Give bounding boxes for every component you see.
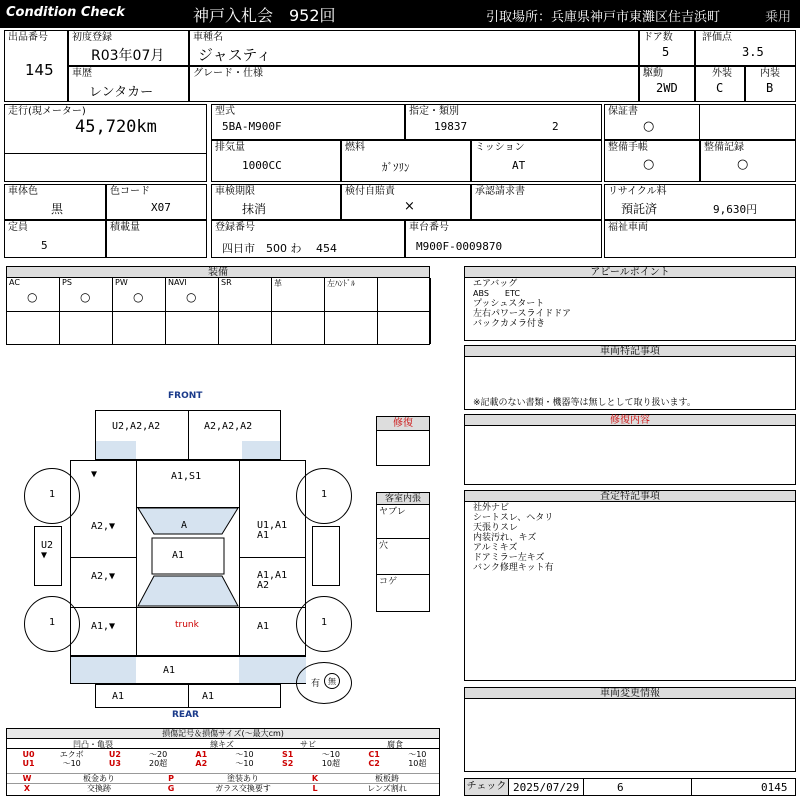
check-divider xyxy=(583,779,584,795)
front-bumper xyxy=(95,410,281,460)
legend-code: A1 xyxy=(195,750,208,759)
notes-header: 車両特記事項 xyxy=(464,345,796,357)
legend-mark-desc: ガラス交換要す xyxy=(191,783,295,793)
hood-left-damage: ▼ xyxy=(91,469,98,480)
windshield xyxy=(138,508,238,534)
equipment-cell xyxy=(325,278,378,312)
manual-label: 整備手帳 xyxy=(608,142,648,153)
equipment-cell xyxy=(378,312,431,344)
approval-label: 承認請求書 xyxy=(475,186,525,197)
interior-item: 穴 xyxy=(379,541,389,551)
legend-mark-code: L xyxy=(295,783,335,793)
tire-fl-value: 1 xyxy=(49,489,56,500)
appeal-header: アピールポイント xyxy=(464,266,796,278)
load-cell xyxy=(106,220,207,258)
tire-front-right xyxy=(296,468,352,524)
fuel-value: ｶﾞｿﾘﾝ xyxy=(382,161,410,174)
equipment-cell xyxy=(60,312,113,344)
equipment-cell xyxy=(7,278,60,312)
tire-rear-right xyxy=(296,596,352,652)
equipment-cell xyxy=(113,312,166,344)
appeal-line: 左右パワースライドドア xyxy=(473,309,572,319)
assessment-line: 天張りスレ xyxy=(473,523,519,533)
assessment-line: 社外ナビ xyxy=(473,503,510,513)
int-cell xyxy=(745,66,796,102)
legend-desc: 10超 xyxy=(321,759,340,768)
repair-content-box xyxy=(464,425,796,485)
doors-label: ドア数 xyxy=(643,32,673,43)
record-label: 整備記録 xyxy=(704,142,744,153)
equipment-label: SR xyxy=(221,278,232,287)
tire-rr-value: 1 xyxy=(321,617,328,628)
notes-text: ※記載のない書類・機器等は無しとして取り扱います。 xyxy=(473,398,696,408)
insurance-value: × xyxy=(404,199,415,214)
equipment-label: NAVI xyxy=(168,278,187,287)
mission-label: ミッション xyxy=(475,142,525,153)
mission-value: AT xyxy=(512,159,526,172)
equipment-cell xyxy=(166,312,219,344)
sill-rl-damage: A1,▼ xyxy=(91,621,116,632)
lot-cell xyxy=(4,30,68,102)
warranty-value: ○ xyxy=(643,119,655,134)
mileage-cell xyxy=(4,104,207,182)
check-row xyxy=(464,778,796,796)
mileage-label: 走行(現メーター) xyxy=(8,106,86,117)
int-value: B xyxy=(766,81,774,95)
roof-damage: A1 xyxy=(172,550,185,561)
rear-bumper-left-damage: A1 xyxy=(112,691,125,702)
type-cell xyxy=(211,104,405,140)
check-label: チェック xyxy=(465,779,509,795)
drive-value: 2WD xyxy=(656,81,678,95)
equipment-value: ○ xyxy=(27,290,38,304)
door-rl-damage: A2,▼ xyxy=(91,571,116,582)
door-fl-damage: A2,▼ xyxy=(91,521,116,532)
capacity-cell xyxy=(4,220,106,258)
insurance-label: 検付自賠責 xyxy=(345,186,395,197)
check-divider xyxy=(691,779,692,795)
interior-row xyxy=(377,539,429,575)
legend-desc: 10超 xyxy=(408,759,427,768)
class-value: 2 xyxy=(552,120,559,133)
capacity-value: 5 xyxy=(41,239,48,252)
legend-mark-desc: レンズ割れ xyxy=(335,783,439,793)
header-bar xyxy=(0,0,800,28)
legend-mark-code: G xyxy=(151,783,191,793)
assessment-line: バンク修理キット有 xyxy=(473,563,554,573)
color-code-value: X07 xyxy=(151,201,171,214)
recycle-amount: 9,630円 xyxy=(713,203,758,216)
interior-item: コゲ xyxy=(379,577,398,587)
equipment-cell xyxy=(7,312,60,344)
fuel-label: 燃料 xyxy=(345,142,365,153)
hood-damage: A1,S1 xyxy=(171,471,202,482)
equipment-cell xyxy=(219,312,272,344)
score-label: 評価点 xyxy=(702,32,732,43)
manual-cell xyxy=(604,140,700,182)
disp-value: 1000CC xyxy=(242,159,282,172)
recycle-label: リサイクル料 xyxy=(608,186,667,197)
first-reg-value: R03年07月 xyxy=(91,48,165,64)
change-header: 車両変更情報 xyxy=(464,687,796,699)
interior-box xyxy=(376,492,430,612)
legend-desc: ～10 xyxy=(235,750,254,759)
history-cell xyxy=(68,66,189,102)
equipment-cell xyxy=(378,278,431,312)
bumper-divider xyxy=(188,685,189,707)
first-reg-cell xyxy=(68,30,189,66)
legend-mark-code: K xyxy=(295,773,335,783)
equipment-header: 装備 xyxy=(6,266,430,278)
appeal-box xyxy=(464,277,796,341)
legend-desc: ～10 xyxy=(321,750,340,759)
mission-cell xyxy=(471,140,602,182)
chassis-cell xyxy=(405,220,602,258)
color-value: 黒 xyxy=(51,202,64,216)
legend-title: 損傷記号＆損傷サイズ(～最大cm) xyxy=(7,729,439,739)
recycle-status: 預託済 xyxy=(621,202,658,216)
drive-cell xyxy=(639,66,695,102)
check-num: 6 xyxy=(617,781,624,794)
designation-label: 指定・類別 xyxy=(409,106,459,117)
legend-mark-desc: 板板鋳 xyxy=(335,773,439,783)
plate-value: 四日市 500 わ 454 xyxy=(222,242,337,255)
appeal-line: ABS ETC xyxy=(473,289,520,298)
history-value: レンタカー xyxy=(89,85,154,100)
fuel-cell xyxy=(341,140,471,182)
interior-item: ヤブレ xyxy=(379,507,406,517)
legend-desc: ～10 xyxy=(235,759,254,768)
record-cell xyxy=(700,140,796,182)
disp-label: 排気量 xyxy=(215,142,245,153)
legend-mark-desc: 交換跡 xyxy=(47,783,151,793)
back-damage: A1 xyxy=(163,665,176,676)
check-date: 2025/07/29 xyxy=(513,781,580,794)
grade-cell xyxy=(189,66,639,102)
rear-right-damage: A1 xyxy=(257,621,270,632)
mileage-divider xyxy=(5,153,206,154)
insurance-cell xyxy=(341,184,471,220)
welfare-label: 福祉車両 xyxy=(608,222,648,233)
legend-code: A2 xyxy=(195,759,208,768)
interior-row xyxy=(377,505,429,539)
legend-group: 線キズ xyxy=(179,740,265,749)
color-code-label: 色コード xyxy=(110,186,150,197)
legend-desc: ～20 xyxy=(149,750,168,759)
mirror-right xyxy=(312,526,340,586)
equipment-value: ○ xyxy=(133,290,144,304)
grade-label: グレード・仕様 xyxy=(193,68,263,79)
legend-desc: ～10 xyxy=(62,759,81,768)
lot-number: 145 xyxy=(25,61,54,79)
color-cell xyxy=(4,184,106,220)
warranty-label: 保証書 xyxy=(608,106,638,117)
type-label: 型式 xyxy=(215,106,235,117)
mirror-left-damage: U2 ▼ xyxy=(41,540,54,561)
rear-bumper-right-damage: A1 xyxy=(202,691,215,702)
legend-desc: エクボ xyxy=(59,750,84,759)
bumper-divider xyxy=(188,411,189,459)
spare-yes: 有 xyxy=(311,679,321,689)
plate-cell xyxy=(211,220,405,258)
fender-shade-left xyxy=(96,441,136,459)
pickup-location: 引取場所：兵庫県神戸市東灘区住吉浜町 xyxy=(486,10,721,25)
assessment-line: 内装汚れ、キズ xyxy=(473,533,537,543)
trunk-label: trunk xyxy=(175,620,199,630)
rear-window xyxy=(138,576,238,606)
legend-group: サビ xyxy=(265,740,351,749)
score-cell xyxy=(695,30,796,66)
int-label: 内装 xyxy=(760,68,780,79)
legend-desc: 20超 xyxy=(149,759,168,768)
equipment-cell xyxy=(60,278,113,312)
roof xyxy=(152,538,224,574)
tire-rear-left xyxy=(24,596,80,652)
doors-value: 5 xyxy=(662,45,670,59)
designation-cell xyxy=(405,104,602,140)
equipment-label: 左ﾊﾝﾄﾞﾙ xyxy=(327,279,355,288)
auction-title: 神戸入札会 952回 xyxy=(193,6,336,25)
equipment-cell xyxy=(272,278,325,312)
legend-code: C2 xyxy=(368,759,380,768)
legend-mark-desc: 塗装あり xyxy=(191,773,295,783)
manual-value: ○ xyxy=(643,157,655,172)
lot-label: 出品番号 xyxy=(8,32,48,43)
approval-cell xyxy=(471,184,602,220)
legend-mark-code: W xyxy=(7,773,47,783)
plate-label: 登録番号 xyxy=(215,222,255,233)
repair-content-header: 修復内容 xyxy=(464,414,796,426)
door-rr-damage: A1,A1 A2 xyxy=(257,570,288,591)
warranty-divider xyxy=(699,105,700,139)
appeal-line: バックカメラ付き xyxy=(473,319,546,329)
rear-label: REAR xyxy=(172,710,199,720)
equipment-label: PS xyxy=(62,278,72,287)
model-label: 車種名 xyxy=(193,32,223,43)
legend-group: 腐食 xyxy=(351,740,439,749)
tire-front-left xyxy=(24,468,80,524)
assessment-header: 査定特記事項 xyxy=(464,490,796,502)
doors-cell xyxy=(639,30,695,66)
legend-mark-code: P xyxy=(151,773,191,783)
appeal-line: エアバッグ xyxy=(473,279,518,289)
repair-label: 修復 xyxy=(377,417,429,431)
legend-code: U1 xyxy=(22,759,35,768)
interior-row xyxy=(377,575,429,611)
legend-group: 凹凸・亀裂 xyxy=(7,740,179,749)
assessment-box xyxy=(464,501,796,681)
ext-value: C xyxy=(716,81,724,95)
front-label: FRONT xyxy=(168,391,203,401)
history-label: 車歴 xyxy=(72,68,92,79)
legend-code: U3 xyxy=(108,759,121,768)
legend-code: C1 xyxy=(368,750,380,759)
inspection-value: 抹消 xyxy=(242,202,267,216)
windshield-damage: A xyxy=(181,520,188,531)
equipment-label: 革 xyxy=(274,279,282,288)
designation-value: 19837 xyxy=(434,120,468,133)
rear-bumper-upper xyxy=(70,656,306,684)
rear-bumper xyxy=(95,684,281,708)
interior-title: 客室内張 xyxy=(377,493,429,505)
first-reg-label: 初度登録 xyxy=(72,32,112,43)
fender-shade-right xyxy=(242,441,280,459)
mirror-left xyxy=(34,526,62,586)
chassis-value: M900F-0009870 xyxy=(416,240,503,253)
equipment-cell xyxy=(272,312,325,344)
assessment-line: ドアミラー左キズ xyxy=(473,553,545,563)
load-label: 積載量 xyxy=(110,222,140,233)
equipment-cell xyxy=(113,278,166,312)
type-value: 5BA-M900F xyxy=(222,120,282,133)
check-code: 0145 xyxy=(761,781,788,794)
equipment-value: ○ xyxy=(186,290,197,304)
ext-label: 外装 xyxy=(712,68,732,79)
legend xyxy=(6,728,440,796)
repair-box xyxy=(376,416,430,466)
legend-mark-code: X xyxy=(7,783,47,793)
chassis-label: 車台番号 xyxy=(409,222,449,233)
assessment-line: アルミキズ xyxy=(473,543,518,553)
color-label: 車体色 xyxy=(8,186,38,197)
legend-mark-desc: 板金あり xyxy=(47,773,151,783)
equipment-cell xyxy=(219,278,272,312)
rear-shade-left xyxy=(71,657,136,683)
cabin-shape xyxy=(136,506,240,610)
spare-no: 無 xyxy=(324,673,340,689)
change-box xyxy=(464,698,796,772)
equipment-label: AC xyxy=(9,278,20,287)
inspection-cell xyxy=(211,184,341,220)
mileage-value: 45,720km xyxy=(75,117,157,137)
legend-code: S2 xyxy=(282,759,294,768)
legend-desc: ～10 xyxy=(408,750,427,759)
assessment-line: シートスレ、ヘタリ xyxy=(473,513,554,523)
front-left-damage: U2,A2,A2 xyxy=(112,421,161,432)
legend-code: S1 xyxy=(282,750,294,759)
equipment-cell xyxy=(325,312,378,344)
front-right-damage: A2,A2,A2 xyxy=(204,421,253,432)
brand-title: Condition Check xyxy=(6,5,125,20)
equipment-cell xyxy=(166,278,219,312)
legend-code: U2 xyxy=(108,750,121,759)
color-code-cell xyxy=(106,184,207,220)
equipment-grid xyxy=(6,277,430,345)
notes-box xyxy=(464,356,796,410)
recycle-cell xyxy=(604,184,796,220)
equipment-value: ○ xyxy=(80,290,91,304)
legend-code: U0 xyxy=(22,750,35,759)
body-line xyxy=(239,557,306,558)
tire-rl-value: 1 xyxy=(49,617,56,628)
appeal-line: プッシュスタート xyxy=(473,299,545,309)
tire-fr-value: 1 xyxy=(321,489,328,500)
ext-cell xyxy=(695,66,745,102)
spare-tire xyxy=(296,662,352,704)
capacity-label: 定員 xyxy=(8,222,28,233)
score-value: 3.5 xyxy=(742,45,764,59)
model-value: ジャスティ xyxy=(198,46,272,64)
disp-cell xyxy=(211,140,341,182)
equipment-label: PW xyxy=(115,278,128,287)
drive-label: 駆動 xyxy=(643,68,663,79)
inspection-label: 車検期限 xyxy=(215,186,255,197)
welfare-cell xyxy=(604,220,796,258)
warranty-cell xyxy=(604,104,796,140)
vehicle-category: 乗用 xyxy=(765,10,792,25)
model-cell xyxy=(189,30,639,66)
record-value: ○ xyxy=(737,157,749,172)
door-fr-damage: U1,A1 A1 xyxy=(257,520,288,541)
body-line xyxy=(71,557,136,558)
